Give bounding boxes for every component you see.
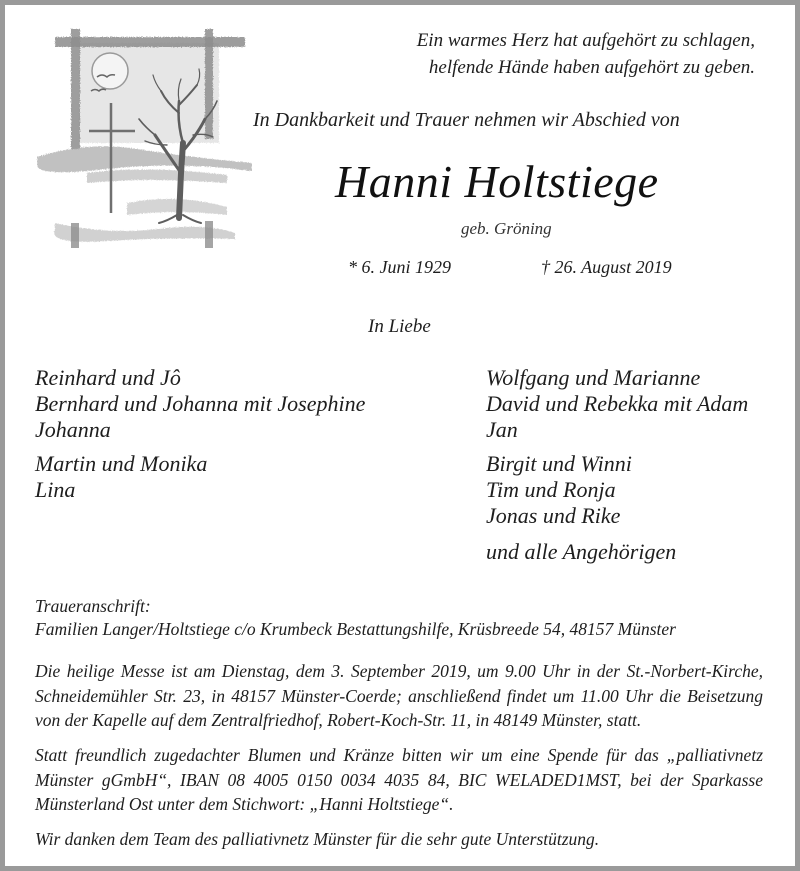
verse-line-1: Ein warmes Herz hat aufgehört zu schlagen, xyxy=(416,30,755,51)
family-line: Johanna xyxy=(35,417,111,442)
family-line: Bernhard und Johanna mit Josephine xyxy=(35,391,366,416)
family-line: Reinhard und Jô xyxy=(35,365,181,390)
maiden-name: geb. Gröning xyxy=(461,219,552,238)
all-relatives: und alle Angehörigen xyxy=(486,539,677,564)
address-label: Traueranschrift: xyxy=(35,596,151,616)
verse-line-2: helfende Hände haben aufgehört zu geben. xyxy=(428,57,755,78)
family-line: Lina xyxy=(35,477,76,502)
donation-request: Statt freundlich zugedachter Blumen und Kränze bitten wir um eine Spende für das „palliativnetz Münster gGmbH“, IBAN 08 4005 0150 0034 4035 84, BIC WELADED1MST, bei der Sparkasse Münsterland Ost unter dem Stichwort: „Hanni Holtstiege“. xyxy=(35,745,763,814)
family-group xyxy=(35,365,365,443)
family-line: Martin und Monika xyxy=(35,451,208,476)
family-line: David und Rebekka mit Adam xyxy=(486,391,749,416)
family-line: Jan xyxy=(486,417,518,442)
family-group xyxy=(35,451,365,503)
family-line: Wolfgang und Marianne xyxy=(486,365,701,390)
family-right-column xyxy=(486,365,748,565)
mourning-address: Familien Langer/Holtstiege c/o Krumbeck Bestattungshilfe, Krüsbreede 54, 48157 Münster xyxy=(35,619,676,639)
death-date: † 26. August 2019 xyxy=(541,257,672,277)
deceased-name: Hanni Holtstiege xyxy=(335,156,659,207)
family-group xyxy=(486,365,748,443)
memorial-illustration-icon xyxy=(27,23,252,248)
thanks-text: Wir danken dem Team des palliativnetz Münster für die sehr gute Unterstützung. xyxy=(35,829,600,849)
family-left-column xyxy=(35,365,365,511)
intro-text: In Dankbarkeit und Trauer nehmen wir Abschied von xyxy=(253,109,680,131)
family-line: Birgit und Winni xyxy=(486,451,632,476)
mass-info: Die heilige Messe ist am Dienstag, dem 3. September 2019, um 9.00 Uhr in der St.-Norbert-Kirche, Schneidemühler Str. 23, in 48157 Münster-Coerde; anschließend findet um 11.00 Uhr die Beisetzung von der Kapelle auf dem Zentralfriedhof, Robert-Koch-Str. 11, in 48149 Münster, statt. xyxy=(35,661,763,730)
family-group xyxy=(486,451,748,529)
family-line: Jonas und Rike xyxy=(486,503,621,528)
in-love-label: In Liebe xyxy=(368,316,431,337)
family-line: Tim und Ronja xyxy=(486,477,616,502)
birth-date: * 6. Juni 1929 xyxy=(348,257,451,277)
